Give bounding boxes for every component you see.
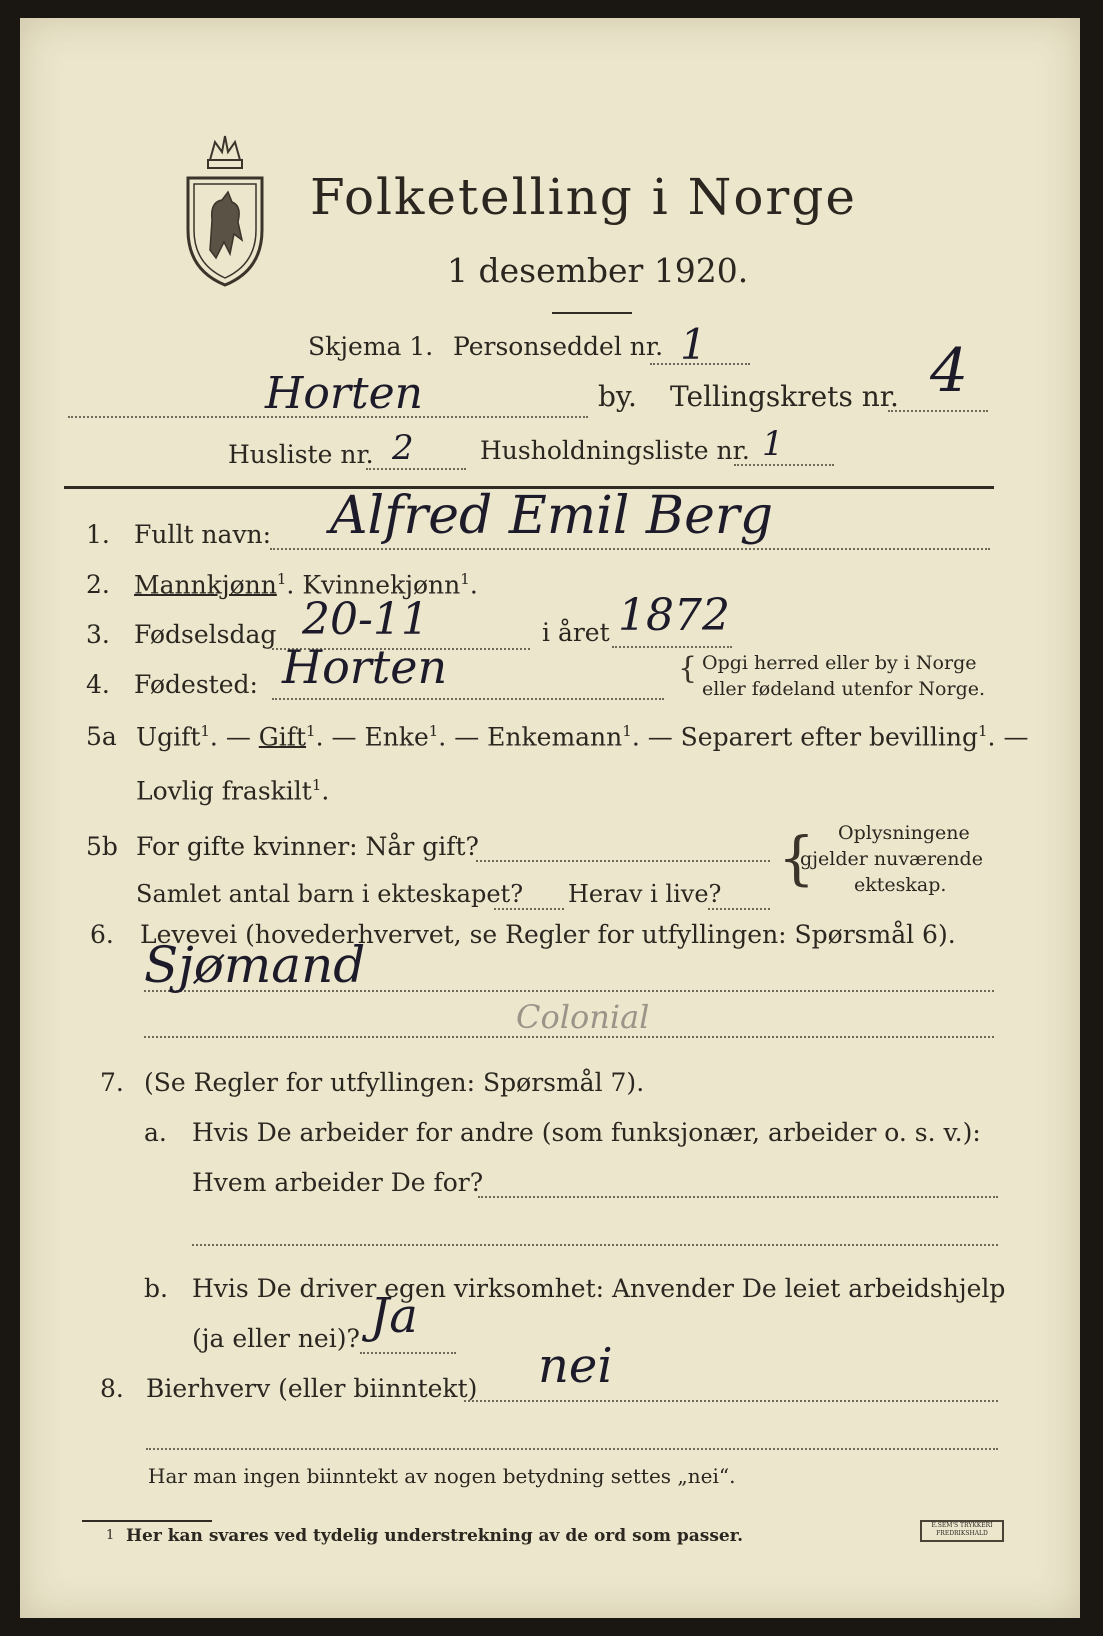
q7b-letter: b. bbox=[144, 1274, 168, 1303]
q7-number: 7. bbox=[100, 1068, 124, 1097]
husholdningsliste-value: 1 bbox=[762, 424, 784, 464]
q4-label: Fødested: bbox=[134, 670, 258, 699]
q1-line bbox=[270, 548, 990, 550]
q2-number: 2. bbox=[86, 570, 110, 599]
q4-note-line2: eller fødeland utenfor Norge. bbox=[702, 678, 986, 700]
q5b-live-line bbox=[708, 908, 770, 910]
printer-stamp: E.SEM'S TRYKKERI FREDRIKSHALD bbox=[920, 1520, 1004, 1542]
q5b-gift-line bbox=[476, 860, 770, 862]
q5b-barn-line bbox=[494, 908, 564, 910]
q5a-options: Ugift$^1$. — Gift$^1$. — Enke$^1$. — Enkemann$^1$. — Separert efter bevilling$^1$. — bbox=[136, 722, 1029, 752]
q5a-enkemann: Enkemann bbox=[487, 722, 623, 752]
q8-number: 8. bbox=[100, 1374, 124, 1403]
form-date: 1 desember 1920. bbox=[447, 251, 749, 290]
q5b-line2a: Samlet antal barn i ekteskapet? bbox=[136, 880, 524, 908]
q7b-line1: Hvis De driver egen virksomhet: Anvender De leiet arbeidshjelp bbox=[192, 1274, 1006, 1303]
q4-note-line1: Opgi herred eller by i Norge bbox=[702, 652, 977, 674]
husliste-label: Husliste nr. bbox=[228, 440, 374, 469]
q7a-line2: Hvem arbeider De for? bbox=[192, 1168, 484, 1197]
q6-pencil-note: Colonial bbox=[516, 998, 650, 1036]
q8-line2 bbox=[146, 1448, 998, 1450]
q4-number: 4. bbox=[86, 670, 110, 699]
q1-number: 1. bbox=[86, 520, 110, 549]
q4-line bbox=[272, 698, 664, 700]
q7a-answer-line2 bbox=[192, 1244, 998, 1246]
husliste-line bbox=[366, 468, 466, 470]
q6-line2 bbox=[144, 1036, 994, 1038]
q5b-line1: For gifte kvinner: Når gift? bbox=[136, 832, 479, 861]
tellingskrets-label: Tellingskrets nr. bbox=[670, 380, 899, 413]
coat-of-arms-icon bbox=[180, 130, 270, 290]
by-label: by. bbox=[598, 380, 637, 413]
q8-label: Bierhverv (eller biinntekt) bbox=[146, 1374, 478, 1403]
q5b-note-brace: { bbox=[778, 824, 815, 892]
q7a-letter: a. bbox=[144, 1118, 167, 1147]
q3-label: Fødselsdag bbox=[134, 620, 277, 649]
husholdningsliste-line bbox=[734, 464, 834, 466]
q5b-note2: gjelder nuværende bbox=[800, 848, 983, 870]
census-form-sheet bbox=[20, 18, 1080, 1618]
q3-value: 20-11 bbox=[302, 594, 429, 645]
q8-value: nei bbox=[538, 1338, 613, 1394]
q5a-ugift: Ugift bbox=[136, 722, 201, 752]
q2-options: Mannkjønn$^1$. Kvinnekjønn$^1$. bbox=[134, 570, 478, 600]
q8-line1 bbox=[464, 1400, 998, 1402]
q5a-fraskilt-row: Lovlig fraskilt$^1$. bbox=[136, 776, 330, 806]
q5b-note3: ekteskap. bbox=[854, 874, 947, 896]
q4-note-brace: { bbox=[678, 651, 698, 686]
biinntekt-note: Har man ingen biinntekt av nogen betydning settes „nei“. bbox=[148, 1464, 736, 1488]
form-title: Folketelling i Norge bbox=[310, 168, 857, 226]
q7a-answer-line bbox=[478, 1196, 998, 1198]
q3-year-value: 1872 bbox=[618, 590, 730, 641]
q5a-number: 5a bbox=[86, 722, 117, 751]
q7b-value: Ja bbox=[370, 1288, 418, 1344]
footnote-divider bbox=[82, 1520, 212, 1522]
tellingskrets-line bbox=[888, 410, 988, 412]
husliste-value: 2 bbox=[392, 428, 414, 468]
q5a-enke: Enke bbox=[364, 722, 429, 752]
q2-male-option: Mannkjønn bbox=[134, 570, 277, 600]
q5b-number: 5b bbox=[86, 832, 118, 861]
q5a-fraskilt: Lovlig fraskilt bbox=[136, 776, 312, 806]
husholdningsliste-label: Husholdningsliste nr. bbox=[480, 436, 750, 465]
q1-value: Alfred Emil Berg bbox=[330, 486, 774, 546]
q2-female-option: Kvinnekjønn bbox=[302, 570, 461, 600]
q7b-answer-line bbox=[360, 1352, 456, 1354]
q6-value: Sjømand bbox=[144, 936, 366, 994]
tellingskrets-value: 4 bbox=[930, 336, 969, 406]
q3-year-line bbox=[612, 646, 732, 648]
q3-year-label: i året bbox=[542, 618, 610, 647]
q5b-line2b: Herav i live? bbox=[568, 880, 722, 908]
q5a-gift: Gift bbox=[258, 722, 307, 752]
skjema-label: Skjema 1. bbox=[308, 332, 434, 361]
q5b-note1: Oplysningene bbox=[838, 822, 970, 844]
q6-label: Levevei (hovederhvervet, se Regler for utfyllingen: Spørsmål 6). bbox=[140, 920, 956, 949]
q7a-line1: Hvis De arbeider for andre (som funksjonær, arbeider o. s. v.): bbox=[192, 1118, 981, 1147]
q4-value: Horten bbox=[282, 640, 448, 694]
footnote-number: 1 bbox=[106, 1528, 115, 1543]
q7-label: (Se Regler for utfyllingen: Spørsmål 7). bbox=[144, 1068, 645, 1097]
q5a-separert: Separert efter bevilling bbox=[680, 722, 978, 752]
q6-number: 6. bbox=[90, 920, 114, 949]
q1-label: Fullt navn: bbox=[134, 520, 272, 549]
q7b-line2: (ja eller nei)? bbox=[192, 1324, 360, 1353]
personseddel-value: 1 bbox=[680, 320, 707, 369]
title-divider bbox=[552, 312, 632, 314]
footnote-text: Her kan svares ved tydelig understrekning av de ord som passer. bbox=[126, 1526, 744, 1546]
personseddel-label: Personseddel nr. bbox=[453, 332, 664, 361]
by-value: Horten bbox=[265, 368, 423, 419]
q3-number: 3. bbox=[86, 620, 110, 649]
